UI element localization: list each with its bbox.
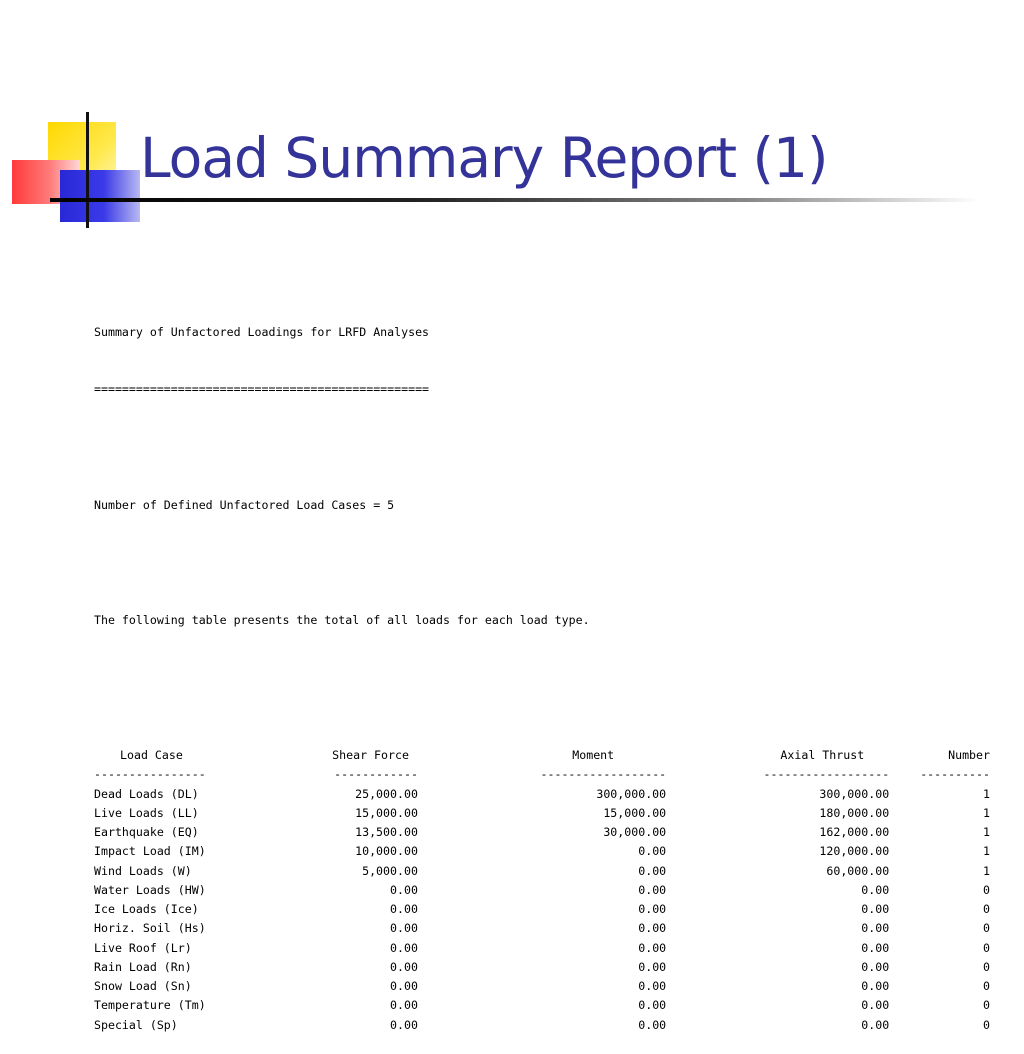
cell-number: 0 xyxy=(983,998,990,1013)
cell-shear-force: 0.00 xyxy=(390,882,418,897)
cell-load-case: Earthquake (EQ) xyxy=(94,825,199,839)
load-summary-report xyxy=(94,284,1024,1054)
col-header-number: Number xyxy=(948,748,990,762)
cell-moment: 0.00 xyxy=(638,979,667,993)
table-row xyxy=(94,881,1024,900)
cell-shear-force: 5,000.00 xyxy=(362,863,418,878)
logo-blue-square xyxy=(60,170,140,222)
cell-shear-force: 0.00 xyxy=(390,940,418,955)
report-intro: The following table presents the total of all loads for each load type. xyxy=(94,613,590,628)
cell-shear-force: 0.00 xyxy=(390,959,418,974)
cell-number: 0 xyxy=(983,940,990,955)
cell-number: 1 xyxy=(983,786,990,801)
cell-axial-thrust: 0.00 xyxy=(861,1017,890,1032)
cell-axial-thrust: 0.00 xyxy=(861,998,890,1013)
divider-load-case: ---------------- xyxy=(94,767,206,782)
cell-axial-thrust: 0.00 xyxy=(861,959,890,974)
table-row xyxy=(94,842,1024,861)
table-row xyxy=(94,862,1024,881)
cell-number: 0 xyxy=(983,959,990,974)
divider-axial-thrust: ------------------ xyxy=(763,767,890,782)
cell-load-case: Water Loads (HW) xyxy=(94,882,206,897)
cell-axial-thrust: 180,000.00 xyxy=(819,805,890,820)
cell-shear-force: 15,000.00 xyxy=(355,805,418,820)
col-header-load-case: Load Case xyxy=(120,748,183,762)
cell-load-case: Wind Loads (W) xyxy=(94,863,192,878)
cell-shear-force: 10,000.00 xyxy=(355,844,418,859)
cell-axial-thrust: 0.00 xyxy=(861,921,890,936)
cell-number: 1 xyxy=(983,844,990,859)
cell-shear-force: 0.00 xyxy=(390,979,418,993)
slide-title: Load Summary Report (1) xyxy=(140,126,828,190)
cell-shear-force: 25,000.00 xyxy=(355,786,418,801)
cell-number: 0 xyxy=(983,979,990,993)
cell-number: 1 xyxy=(983,863,990,878)
cell-number: 0 xyxy=(983,902,990,916)
col-header-moment: Moment xyxy=(572,748,615,762)
cell-load-case: Snow Load (Sn) xyxy=(94,979,192,993)
cell-axial-thrust: 300,000.00 xyxy=(819,786,890,801)
table-row xyxy=(94,823,1024,842)
blank-line xyxy=(94,438,1024,457)
cell-load-case: Live Loads (LL) xyxy=(94,805,199,820)
blank-line xyxy=(94,554,1024,573)
logo-vertical-line xyxy=(86,112,89,228)
cell-shear-force: 0.00 xyxy=(390,921,418,936)
cell-axial-thrust: 60,000.00 xyxy=(826,863,890,878)
cell-moment: 0.00 xyxy=(638,940,667,955)
table-row xyxy=(94,958,1024,977)
divider-shear-force: ------------ xyxy=(334,767,418,782)
cell-moment: 15,000.00 xyxy=(603,805,667,820)
cell-number: 0 xyxy=(983,882,990,897)
cell-load-case: Temperature (Tm) xyxy=(94,998,206,1013)
cell-shear-force: 0.00 xyxy=(390,1017,418,1032)
cell-number: 0 xyxy=(983,1017,990,1032)
cell-axial-thrust: 0.00 xyxy=(861,979,890,993)
cell-axial-thrust: 0.00 xyxy=(861,902,890,916)
cell-moment: 30,000.00 xyxy=(603,825,667,839)
cell-load-case: Ice Loads (Ice) xyxy=(94,902,199,916)
cell-axial-thrust: 0.00 xyxy=(861,882,890,897)
table-row xyxy=(94,996,1024,1015)
cell-load-case: Horiz. Soil (Hs) xyxy=(94,921,206,936)
cell-moment: 0.00 xyxy=(638,882,667,897)
cell-number: 1 xyxy=(983,825,990,839)
load-summary-table xyxy=(94,746,1024,1035)
cell-axial-thrust: 120,000.00 xyxy=(819,844,890,859)
table-row xyxy=(94,1016,1024,1035)
cell-load-case: Special (Sp) xyxy=(94,1017,178,1032)
cell-moment: 300,000.00 xyxy=(596,786,667,801)
cell-moment: 0.00 xyxy=(638,844,667,859)
divider-number: ---------- xyxy=(920,767,990,782)
table-row xyxy=(94,900,1024,919)
cell-moment: 0.00 xyxy=(638,959,667,974)
cell-moment: 0.00 xyxy=(638,902,667,916)
table-row xyxy=(94,939,1024,958)
cell-shear-force: 0.00 xyxy=(390,902,418,916)
table-row xyxy=(94,804,1024,823)
table-row xyxy=(94,785,1024,804)
table-header-row xyxy=(94,746,1024,765)
report-heading: Summary of Unfactored Loadings for LRFD Analyses xyxy=(94,324,430,339)
cell-load-case: Rain Load (Rn) xyxy=(94,959,192,974)
report-heading-underline: ================================================ xyxy=(94,382,430,397)
cell-moment: 0.00 xyxy=(638,921,667,936)
cell-load-case: Dead Loads (DL) xyxy=(94,786,199,801)
col-header-axial-thrust: Axial Thrust xyxy=(780,748,865,762)
cell-number: 1 xyxy=(983,805,990,820)
cell-axial-thrust: 162,000.00 xyxy=(819,825,890,839)
cell-shear-force: 13,500.00 xyxy=(355,825,418,839)
cell-axial-thrust: 0.00 xyxy=(861,940,890,955)
blank-line xyxy=(94,669,1024,688)
table-row xyxy=(94,919,1024,938)
col-header-shear-force: Shear Force xyxy=(332,748,409,762)
cell-number: 0 xyxy=(983,921,990,936)
divider-moment: ------------------ xyxy=(540,767,667,782)
table-header-divider xyxy=(94,765,1024,784)
title-underline-rule xyxy=(50,198,980,202)
table-row xyxy=(94,977,1024,996)
cell-load-case: Impact Load (IM) xyxy=(94,844,206,859)
cell-moment: 0.00 xyxy=(638,998,667,1013)
cell-moment: 0.00 xyxy=(638,863,667,878)
cell-shear-force: 0.00 xyxy=(390,998,418,1013)
cell-moment: 0.00 xyxy=(638,1017,667,1032)
load-case-count: Number of Defined Unfactored Load Cases = 5 xyxy=(94,497,395,512)
cell-load-case: Live Roof (Lr) xyxy=(94,940,192,955)
